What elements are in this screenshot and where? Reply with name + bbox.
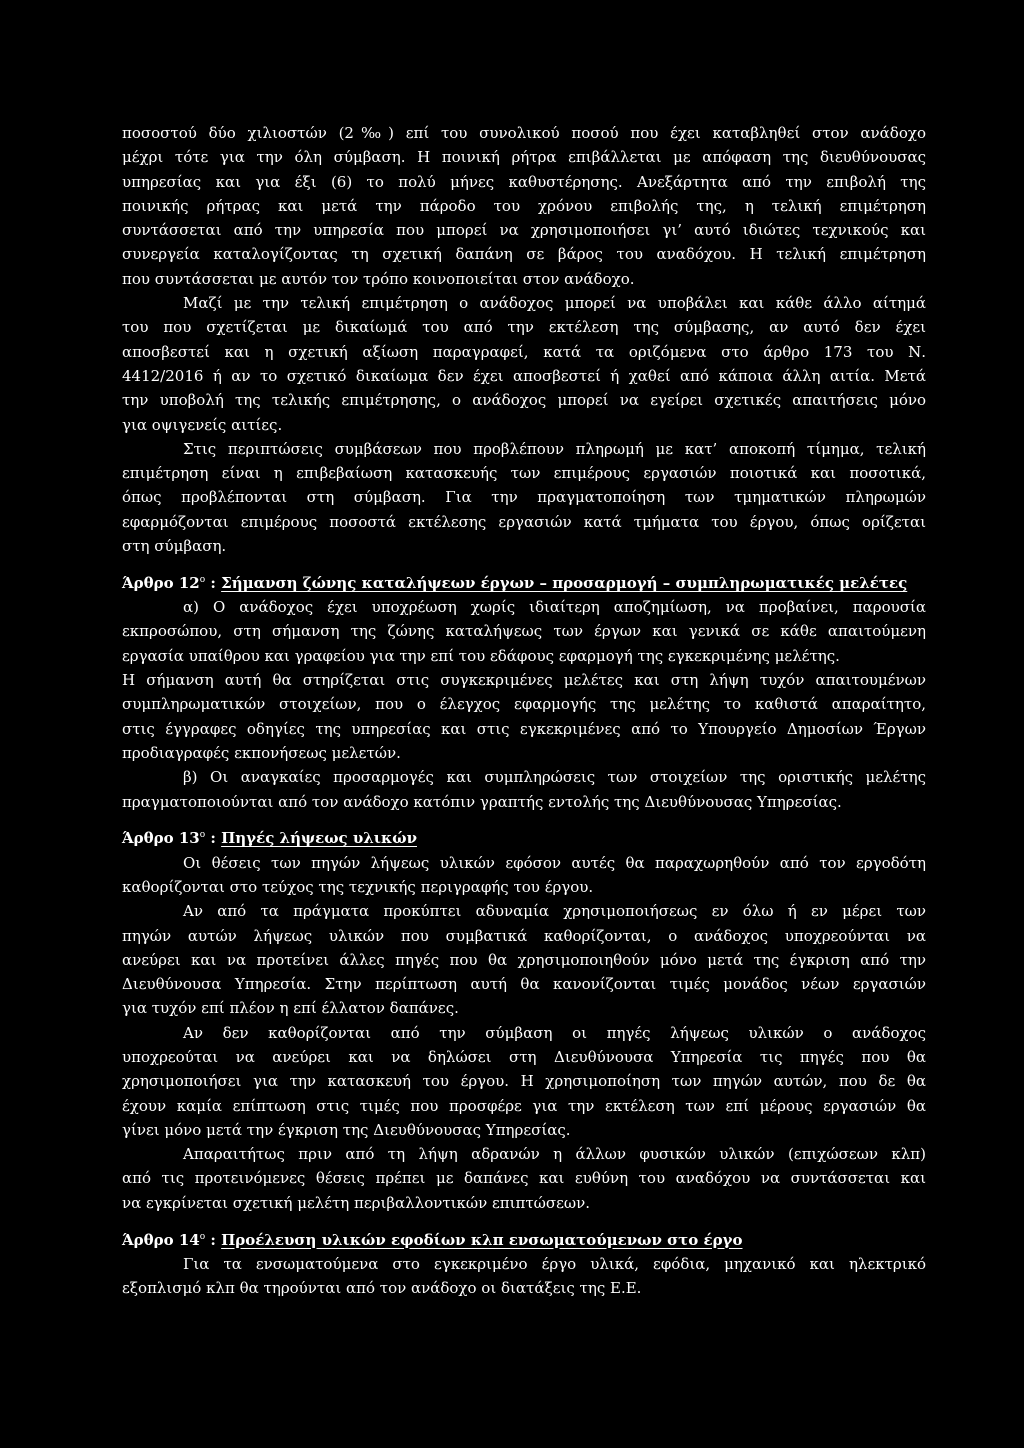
text-line: Για τα ενσωματούμενα στο εγκεκριμένο έργο υλικά, εφόδια, μηχανικό και ηλεκτρικό — [183, 1254, 926, 1273]
text-line: Απαραιτήτως πριν από τη λήψη αδρανών η άλλων φυσικών υλικών (επιχώσεων κλπ) — [183, 1145, 926, 1164]
text-line: συντάσσεται από την υπηρεσία που μπορεί να χρησιμοποιήσει γι’ αυτό ιδιώτες τεχνικούς και — [122, 221, 926, 240]
article-heading — [122, 826, 926, 850]
paragraph — [122, 1142, 926, 1215]
paragraph — [122, 899, 926, 1020]
paragraph — [122, 851, 926, 900]
text-line: για οψιγενείς αιτίες. — [122, 415, 283, 434]
text-line: ανεύρει και να προτείνει άλλες πηγές που θα χρησιμοποιηθούν μόνο μετά της έγκριση από την — [122, 950, 926, 969]
text-line: α) Ο ανάδοχος έχει υποχρέωση χωρίς ιδιαίτερη αποζημίωση, να προβαίνει, παρουσία — [183, 598, 926, 617]
text-line: εξοπλισμό κλπ θα τηρούνται από τον ανάδοχο οι διατάξεις της Ε.Ε. — [122, 1279, 642, 1298]
page-body — [122, 121, 926, 1300]
text-line: εφαρμόζονται επιμέρους ποσοστά εκτέλεσης εργασιών κατά τμήματα του έργου, όπως ορίζεται — [122, 512, 926, 531]
text-line: επιμέτρηση είναι η επιβεβαίωση κατασκευής των επιμέρους εργασιών ποιοτικά και ποσοτικά, — [122, 464, 926, 483]
article-label: Άρθρο 13 — [122, 829, 200, 848]
article-heading — [122, 1228, 926, 1252]
text-line: μέχρι τότε για την όλη σύμβαση. Η ποινική ρήτρα επιβάλλεται με απόφαση της διευθύνουσας — [122, 148, 926, 167]
text-line: Η σήμανση αυτή θα στηρίζεται στις συγκεκριμένες μελέτες και στη λήψη τυχόν απαιτουμένων — [122, 671, 926, 690]
paragraph — [122, 668, 926, 765]
text-line: στις έγγραφες οδηγίες της υπηρεσίας και στις εγκεκριμένες από το Υπουργείο Δημοσίων Έργων — [122, 719, 926, 738]
text-line: συνεργεία καταλογίζοντας τη σχετική δαπάνη σε βάρος του αναδόχου. Η τελική επιμέτρηση — [122, 245, 926, 264]
paragraph — [122, 291, 926, 437]
text-line: για τυχόν επί πλέον η επί έλλατον δαπάνες. — [122, 999, 459, 1018]
text-line: πηγών αυτών λήψεως υλικών που συμβατικά καθορίζονται, ο ανάδοχος υποχρεούνται να — [122, 926, 926, 945]
text-line: Στις περιπτώσεις συμβάσεων που προβλέπουν πληρωμή με κατ’ αποκοπή τίμημα, τελική — [183, 439, 926, 458]
text-line: β) Οι αναγκαίες προσαρμογές και συμπληρώσεις των στοιχείων της οριστικής μελέτης — [183, 768, 926, 787]
text-line: Διευθύνουσα Υπηρεσία. Στην περίπτωση αυτή θα κανονίζονται τιμές μονάδος νέων εργασιών — [122, 975, 926, 994]
text-line: αποσβεστεί και η σχετική αξίωση παραγραφεί, κατά τα οριζόμενα στο άρθρο 173 του Ν. — [122, 342, 926, 361]
paragraph — [122, 437, 926, 558]
text-line: εκπροσώπου, στη σήμανση της ζώνης καταλήψεως των έργων και γενικά σε κάθε απαιτούμενη — [122, 622, 926, 641]
text-line: όπως προβλέπονται στη σύμβαση. Για την πραγματοποίηση των τμηματικών πληρωμών — [122, 488, 926, 507]
article-separator: : — [205, 1230, 222, 1249]
text-line: Οι θέσεις των πηγών λήψεως υλικών εφόσον αυτές θα παραχωρηθούν από τον εργοδότη — [183, 853, 926, 872]
text-line: χρησιμοποιήσει για την κατασκευή του έργου. Η χρησιμοποίηση των πηγών αυτών, που δε θα — [122, 1072, 926, 1091]
text-line: υποχρεούται να ανεύρει και να δηλώσει στη Διευθύνουσα Υπηρεσία τις πηγές που θα — [122, 1047, 926, 1066]
text-line: την υποβολή της τελικής επιμέτρησης, ο ανάδοχος μπορεί να εγείρει σχετικές απαιτήσεις μόνο — [122, 391, 926, 410]
article-label: Άρθρο 14 — [122, 1230, 200, 1249]
text-line: από τις προτεινόμενες θέσεις πρέπει με δαπάνες και ευθύνη του αναδόχου να συντάσσεται και — [122, 1169, 926, 1188]
article-separator: : — [205, 573, 222, 592]
text-line: προδιαγραφές εκπονήσεως μελετών. — [122, 743, 401, 762]
text-line: του που σχετίζεται με δικαίωμά του από την εκτέλεση της σύμβασης, αν αυτό δεν έχει — [122, 318, 926, 337]
article-title: Πηγές λήψεως υλικών — [221, 829, 417, 848]
paragraph — [122, 595, 926, 668]
article-title: Προέλευση υλικών εφοδίων κλπ ενσωματούμενων στο έργο — [221, 1230, 743, 1249]
article-heading — [122, 571, 926, 595]
article-label: Άρθρο 12 — [122, 573, 200, 592]
article-title: Σήμανση ζώνης καταλήψεων έργων – προσαρμογή – συμπληρωματικές μελέτες — [221, 573, 908, 592]
text-line: στη σύμβαση. — [122, 537, 227, 556]
text-line: γίνει μόνο μετά την έγκριση της Διευθύνουσας Υπηρεσίας. — [122, 1120, 571, 1139]
text-line: συμπληρωματικών στοιχείων, που ο έλεγχος εφαρμογής της μελέτης το καθιστά απαραίτητο, — [122, 695, 926, 714]
paragraph — [122, 765, 926, 814]
article-separator: : — [205, 829, 222, 848]
paragraph — [122, 1021, 926, 1142]
text-line: Μαζί με την τελική επιμέτρηση ο ανάδοχος μπορεί να υποβάλει και κάθε άλλο αίτημά — [183, 294, 926, 313]
article-ordinal: ο — [199, 830, 206, 841]
text-line: 4412/2016 ή αν το σχετικό δικαίωμα δεν έχει αποσβεστεί ή χαθεί από κάποια άλλη αιτία. Μετά — [122, 366, 926, 385]
text-line: να εγκρίνεται σχετική μελέτη περιβαλλοντικών επιπτώσεων. — [122, 1193, 591, 1212]
article-ordinal: ο — [199, 574, 206, 585]
text-line: ποινικής ρήτρας και μετά την πάροδο του χρόνου επιβολής της, η τελική επιμέτρηση — [122, 196, 926, 215]
article-ordinal: ο — [199, 1231, 206, 1242]
text-line: που συντάσσεται με αυτόν τον τρόπο κοινοποιείται στον ανάδοχο. — [122, 269, 635, 288]
paragraph — [122, 1252, 926, 1301]
text-line: καθορίζονται στο τεύχος της τεχνικής περιγραφής του έργου. — [122, 877, 594, 896]
text-line: ποσοστού δύο χιλιοστών (2‰) επί του συνολικού ποσού που έχει καταβληθεί στον ανάδοχο — [122, 124, 926, 142]
text-line: πραγματοποιούνται από τον ανάδοχο κατόπιν γραπτής εντολής της Διευθύνουσας Υπηρεσίας. — [122, 792, 842, 811]
text-line: υπηρεσίας και για έξι (6) το πολύ μήνες καθυστέρησης. Ανεξάρτητα από την επιβολή της — [122, 172, 926, 191]
text-line: Αν δεν καθορίζονται από την σύμβαση οι πηγές λήψεως υλικών ο ανάδοχος — [183, 1023, 926, 1042]
text-line: εργασία υπαίθρου και γραφείου για την επί του εδάφους εφαρμογή της εγκεκριμένης μελέτης. — [122, 646, 840, 665]
text-line: έχουν καμία επίπτωση στις τιμές που προσφέρε για την εκτέλεση των επί μέρους εργασιών θα — [122, 1096, 926, 1115]
text-line: Αν από τα πράγματα προκύπτει αδυναμία χρησιμοποιήσεως εν όλω ή εν μέρει των — [183, 902, 926, 921]
paragraph — [122, 121, 926, 291]
